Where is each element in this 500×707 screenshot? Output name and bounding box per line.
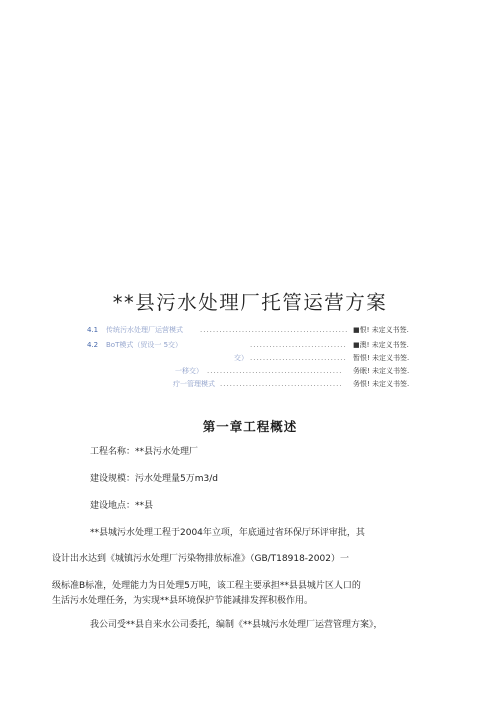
paragraph-line: 我公司受**县自来水公司委托，编制《**县城污水处理厂运营管理方案》， [90,620,383,630]
toc-leader-dots: .......................................... [207,367,343,375]
toc-entry-title[interactable]: 一移交） [175,367,203,375]
paragraph-line: 级标准B标准，处理能力为日处理5万吨，该工程主要承担**县县城片区人口的 [52,581,361,591]
paragraph-line: 设计出水达到《城镇污水处理厂污染物排放标准》（GB/T18918-2002）一 [52,554,349,564]
toc-leader-dots: .............................. [250,354,347,362]
toc-leader-dots: ...................................... [220,380,343,388]
toc-entry-page-error: 务眠! 未定义书签. [353,367,410,375]
toc-entry-title[interactable]: 交） [234,354,248,362]
toc-entry-page-error: 务恨! 未定义书签. [353,380,410,388]
toc-entry-title[interactable]: 疔一管理模式 [173,380,215,388]
construction-scale-line: 建设规模：污水处理量5万m3/d [90,474,218,484]
construction-location-line: 建设地点：**县 [90,501,154,511]
toc-entry-number: 4.2 [87,341,99,349]
toc-leader-dots: .............................................. [200,326,349,334]
toc-entry-page-error: ■恨! 未定义书签. [353,326,409,334]
project-name-line: 工程名称：**县污水处理厂 [90,447,199,457]
toc-entry[interactable] [87,340,427,351]
paragraph-line: 生活污水处理任务，为实现**县环境保护节能减排发挥积极作用。 [52,596,314,606]
toc-entry-title[interactable]: BoT模式（贸设一 5交） [106,341,183,349]
toc-entry[interactable] [87,325,427,336]
toc-entry-number: 4.1 [87,326,99,334]
toc-entry-page-error: ■澳! 未定义书签. [353,341,409,349]
toc-leader-dots: .............................. [250,341,347,349]
chapter-heading: 第一章工程概述 [202,419,298,434]
toc-entry[interactable] [87,353,427,364]
toc-entry-page-error: 暂恨! 未定义书签. [353,354,410,362]
document-title: **县污水处理厂托管运营方案 [112,291,388,314]
paragraph-line: **县城污水处理工程于2004年立项，年底通过省环保厅环评审批，其 [90,528,365,538]
toc-entry-title[interactable]: 传统污水处理厂运营模式 [106,326,183,334]
toc-entry[interactable] [87,366,427,377]
toc-entry[interactable] [87,379,427,390]
